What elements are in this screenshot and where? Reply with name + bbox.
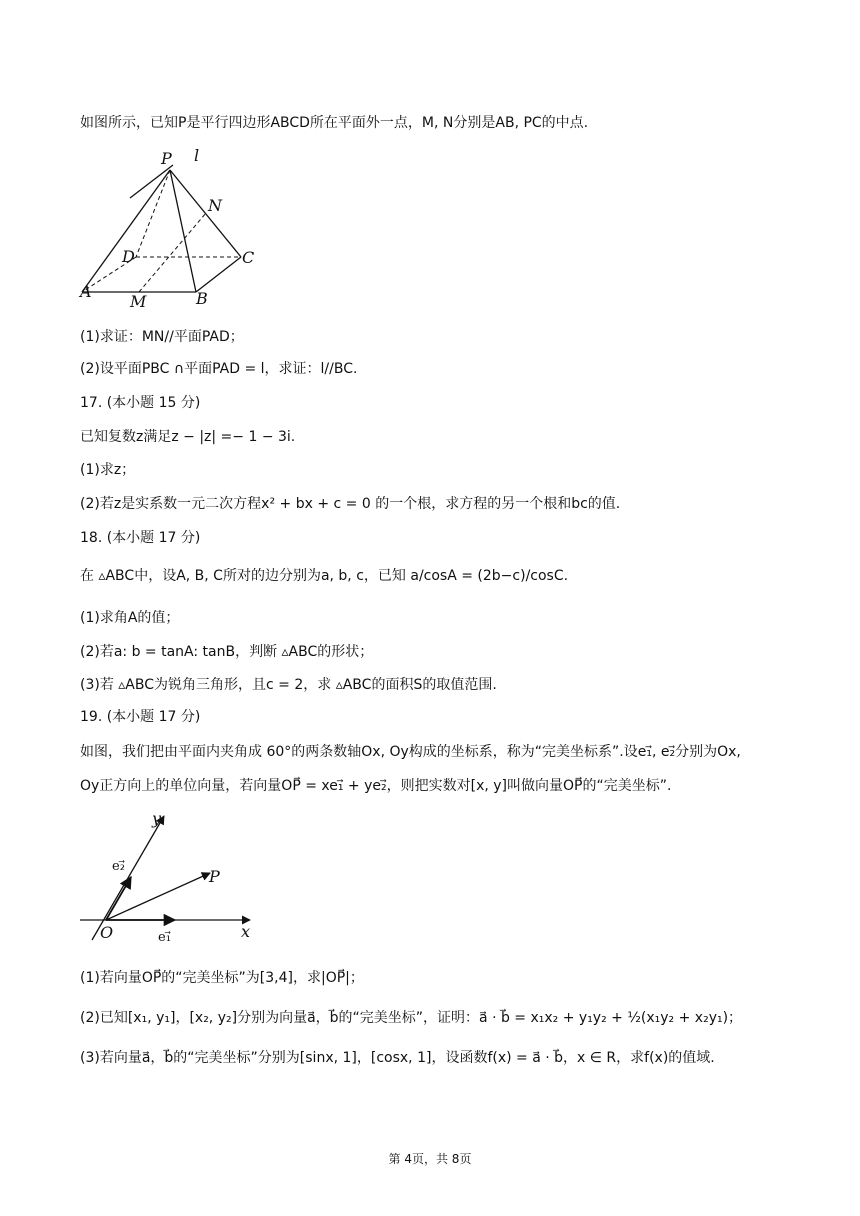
problem18-header: 18. (本小题 17 分) [80,530,201,546]
problem19-part1: (1)若向量OP⃗的“完美坐标”为[3,4]，求|OP⃗|； [80,970,364,986]
label-D: D [122,247,135,266]
coordinate-figure [78,808,263,943]
label-N: N [208,196,222,215]
problem19-part3: (3)若向量a⃗，b⃗的“完美坐标”分别为[sinx, 1]，[cosx, 1]，设函数f(x) = a⃗ · b⃗，x ∈ R，求f(x)的值域. [80,1050,715,1066]
origin-label-O: O [100,923,114,942]
problem16-part1: (1)求证：MN//平面PAD； [80,329,244,345]
problem16-intro: 如图所示，已知P是平行四边形ABCD所在平面外一点，M, N分别是AB, PC的中点. [80,115,589,131]
vector-label-e2: e₂⃗ [112,859,125,874]
problem19-intro-2: Oy正方向上的单位向量，若向量OP⃗ = xe₁⃗ + ye₂⃗，则把实数对[x, y]叫做向量OP⃗的“完美坐标”. [80,778,672,794]
problem16-part2: (2)设平面PBC ∩平面PAD = l，求证：l//BC. [80,361,358,377]
problem18-part2: (2)若a: b = tanA: tanB，判断 ▵ABC的形状； [80,644,374,660]
label-P: P [161,149,172,168]
problem17-part1: (1)求z； [80,462,136,478]
problem18-part1: (1)求角A的值； [80,610,180,626]
label-A: A [80,282,92,301]
problem17-intro: 已知复数z满足z − |z| =− 1 − 3i. [80,429,296,445]
problem17-part2: (2)若z是实系数一元二次方程x² + bx + c = 0 的一个根，求方程的另一个根和bc的值. [80,496,621,512]
problem17-header: 17. (本小题 15 分) [80,395,201,411]
point-label-P: P [209,867,220,886]
problem19-header: 19. (本小题 17 分) [80,709,201,725]
problem18-part3: (3)若 ▵ABC为锐角三角形，且c = 2，求 ▵ABC的面积S的取值范围. [80,677,497,693]
problem19-part2: (2)已知[x₁, y₁]，[x₂, y₂]分别为向量a⃗，b⃗的“完美坐标”，证明：a⃗ · b⃗ = x₁x₂ + y₁y₂ + ½(x₁y₂ + x₂y₁)； [80,1010,743,1026]
label-B: B [196,289,208,308]
label-C: C [242,248,255,267]
label-l: l [194,146,200,165]
pyramid-figure [78,145,268,315]
problem18-intro: 在 ▵ABC中，设A, B, C所对的边分别为a, b, c，已知 a/cosA = (2b−c)/cosC. [80,568,569,584]
problem19-intro-1: 如图，我们把由平面内夹角成 60°的两条数轴Ox, Oy构成的坐标系，称为“完美坐标系”.设e₁⃗, e₂⃗分别为Ox, [80,744,741,760]
vector-label-e1: e₁⃗ [158,930,171,943]
axis-label-x: x [241,922,251,941]
label-M: M [130,292,147,311]
page-footer: 第 4页，共 8页 [388,1152,472,1166]
axis-label-y: y [152,809,162,828]
